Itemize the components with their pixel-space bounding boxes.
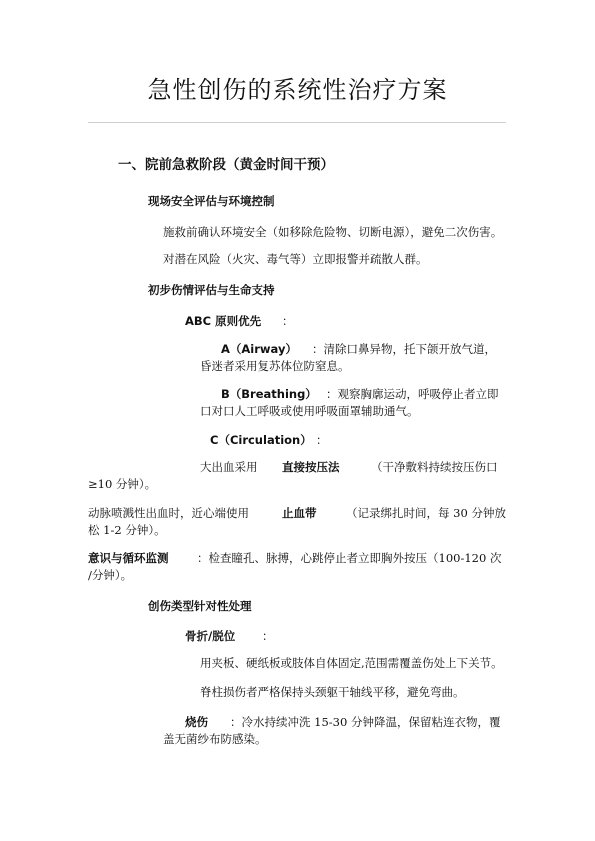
breathing-text-line2: 口对口人工呼吸或使用呼吸面罩辅助通气。 bbox=[200, 404, 419, 418]
bleeding-direct-pressure-term: 直接按压法 bbox=[282, 460, 340, 474]
bleeding-tourniquet-pre: 动脉喷溅性出血时，近心端使用 bbox=[88, 506, 249, 520]
bleeding-direct-pressure-pre: 大出血采用 bbox=[200, 460, 258, 474]
fracture-paragraph-1: 用夹板、硬纸板或肢体自体固定,范围需覆盖伤处上下关节。 bbox=[200, 656, 503, 670]
fracture-paragraph-2: 脊柱损伤者严格保持头颈躯干轴线平移，避免弯曲。 bbox=[200, 685, 465, 699]
bleeding-tourniquet-post: （记录绑扎时间，每 30 分钟放 bbox=[346, 506, 506, 520]
circulation-label: C（Circulation） bbox=[210, 433, 312, 447]
fracture-label: 骨折/脱位 bbox=[185, 629, 236, 643]
consciousness-monitoring-text: ：检查瞳孔、脉搏，心跳停止者立即胸外按压（100-120 次 bbox=[197, 551, 502, 565]
consciousness-monitoring-cont: /分钟）。 bbox=[88, 568, 133, 582]
burn-label: 烧伤 bbox=[185, 715, 208, 729]
breathing-text-line1: ：观察胸廓运动，呼吸停止者立即 bbox=[326, 387, 499, 401]
bleeding-direct-pressure-post: （干净敷料持续按压伤口 bbox=[371, 460, 498, 474]
airway-text-line2: 昏迷者采用复苏体位防窒息。 bbox=[200, 359, 350, 373]
subheading-scene-safety: 现场安全评估与环境控制 bbox=[148, 194, 275, 208]
fracture-colon: ： bbox=[262, 629, 274, 643]
burn-text-line2: 盖无菌纱布防感染。 bbox=[163, 732, 267, 746]
breathing-label: B（Breathing） bbox=[221, 387, 317, 401]
circulation-colon: ： bbox=[316, 433, 328, 447]
page-title: 急性创伤的系统性治疗方案 bbox=[147, 76, 448, 104]
bleeding-direct-pressure-cont: ≥10 分钟）。 bbox=[88, 477, 157, 491]
section-heading-prehospital: 一、院前急救阶段（黄金时间干预） bbox=[118, 157, 334, 173]
airway-text-line1: ：清除口鼻异物，托下颌开放气道， bbox=[312, 342, 496, 356]
bleeding-tourniquet-term: 止血带 bbox=[282, 506, 317, 520]
paragraph-scene-1: 施救前确认环境安全（如移除危险物、切断电源），避免二次伤害。 bbox=[163, 225, 503, 239]
subheading-initial-assessment: 初步伤情评估与生命支持 bbox=[148, 283, 275, 297]
airway-label: A（Airway） bbox=[221, 342, 297, 356]
bleeding-tourniquet-cont: 松 1-2 分钟）。 bbox=[88, 523, 166, 537]
consciousness-monitoring-term: 意识与循环监测 bbox=[88, 551, 169, 565]
title-divider bbox=[88, 122, 506, 123]
abc-principle-label: ABC 原则优先 bbox=[185, 314, 262, 328]
abc-colon: ： bbox=[282, 314, 294, 328]
burn-text-line1: ：冷水持续冲洗 15-30 分钟降温，保留粘连衣物，覆 bbox=[230, 715, 501, 729]
subheading-injury-types: 创伤类型针对性处理 bbox=[148, 599, 252, 613]
paragraph-scene-2: 对潜在风险（火灾、毒气等）立即报警并疏散人群。 bbox=[163, 252, 428, 266]
